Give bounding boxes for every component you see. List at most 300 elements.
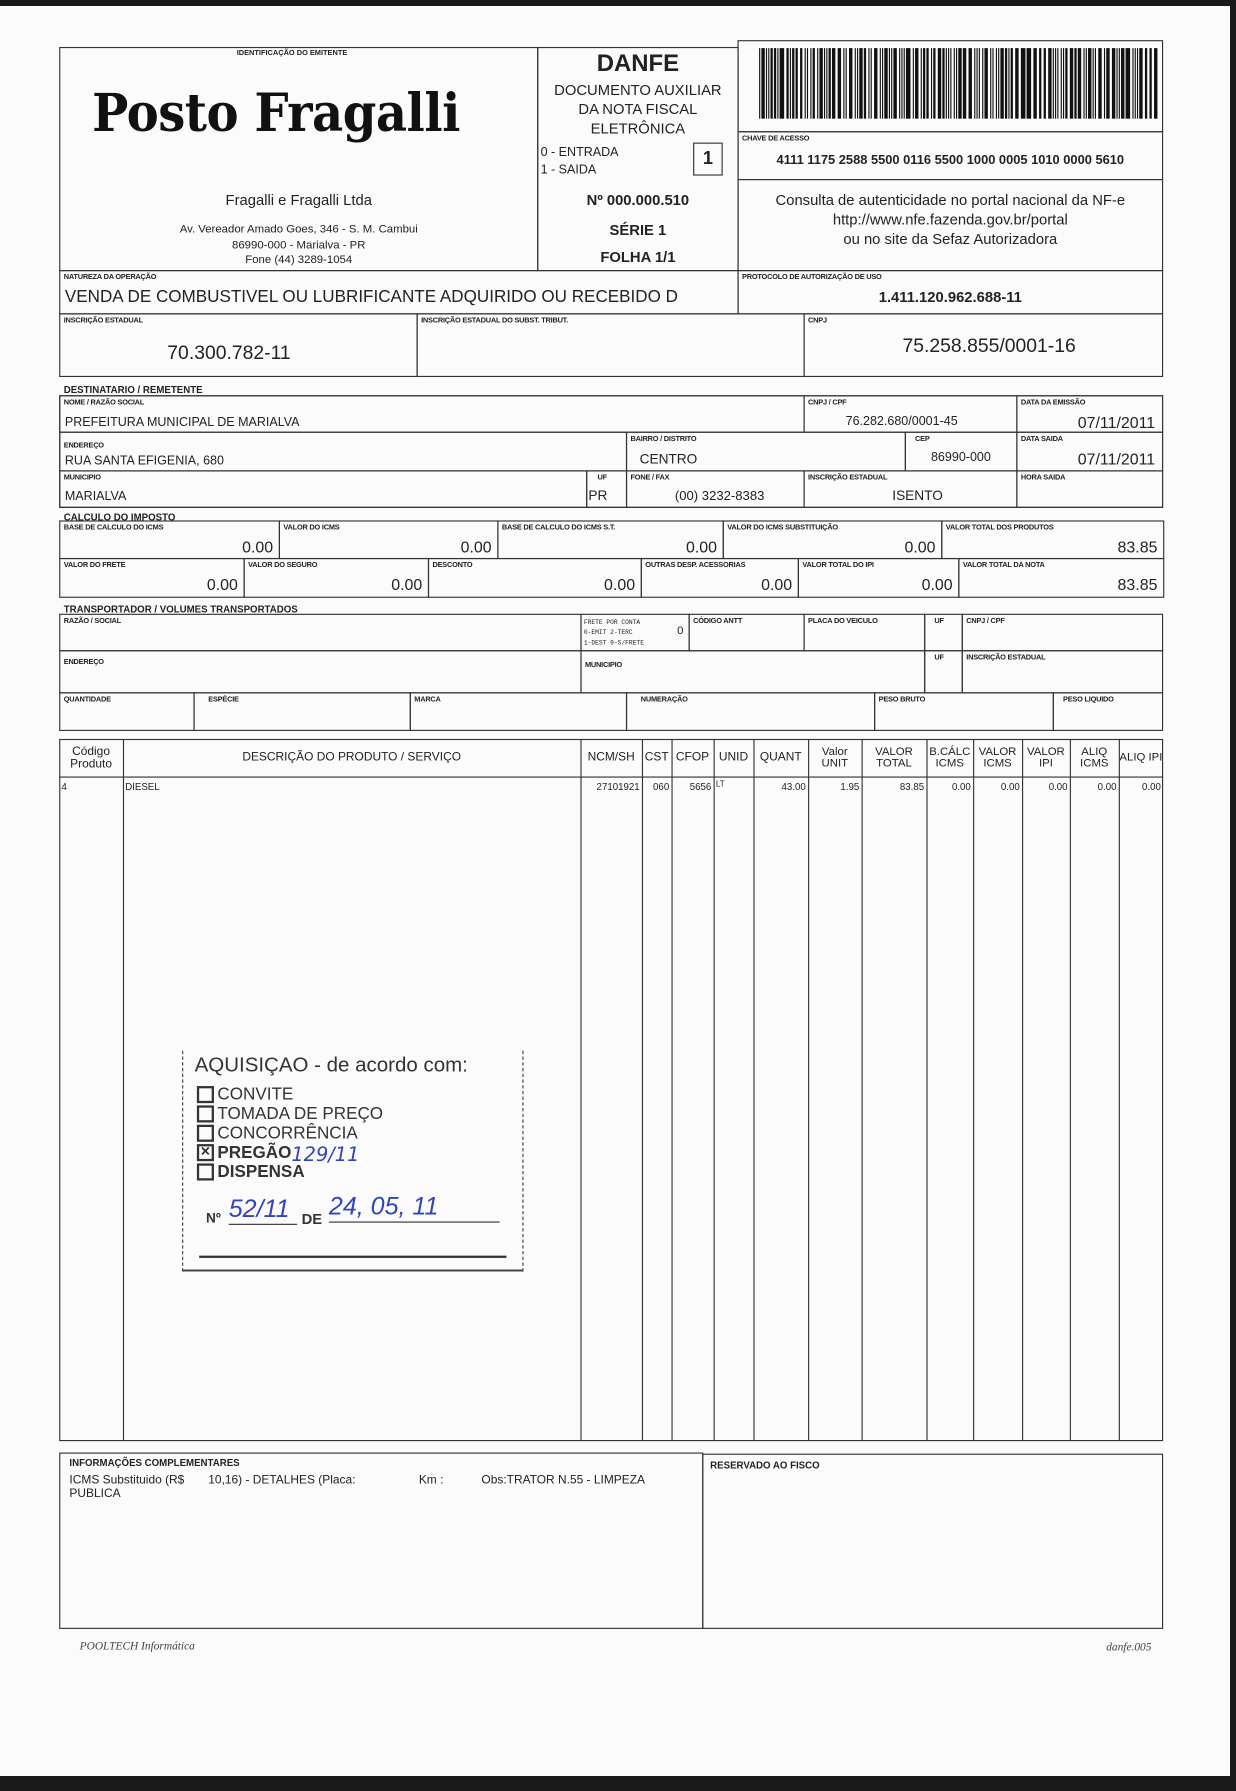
barcode-bar (868, 48, 869, 119)
transp-ie (962, 650, 1163, 693)
emitente-razao: Fragalli e Fragalli Ltda (225, 191, 372, 209)
barcode-bar (792, 48, 793, 119)
barcode-bar (1095, 48, 1096, 119)
barcode-bar (1137, 48, 1138, 119)
produtos-cell: 0.00 (951, 781, 971, 793)
stamp-title: AQUISIÇAO - de acordo com: (194, 1053, 468, 1076)
value: PREFEITURA MUNICIPAL DE MARIALVA (64, 415, 300, 430)
barcode-bar (826, 48, 827, 119)
produtos-cell: 0.00 (1142, 781, 1161, 793)
dest-bairro (626, 432, 906, 472)
barcode-bar (1121, 48, 1124, 119)
barcode-bar (800, 48, 803, 119)
barcode-bar (849, 48, 853, 119)
stamp-option-label: TOMADA DE PREÇO (217, 1104, 384, 1124)
barcode-bar (1126, 48, 1130, 119)
barcode-bar (1015, 48, 1019, 119)
dest-municipio (59, 470, 587, 508)
produtos-column-divider (926, 739, 927, 1440)
label: OUTRAS DESP. ACESSORIAS (645, 561, 746, 570)
natureza-label: NATUREZA DA OPERAÇÃO (63, 273, 157, 282)
label: VALOR DO FRETE (63, 561, 126, 570)
produtos-header-cell: VALOR IPI (1027, 745, 1065, 770)
imposto-section-title: CALCULO DO IMPOSTO (63, 511, 176, 523)
consulta-url[interactable]: http://www.nfe.fazenda.gov.br/portal (832, 210, 1068, 228)
dest-uf (586, 470, 627, 508)
produtos-column-divider (123, 739, 124, 1440)
ie-label: INSCRIÇÃO ESTADUAL (63, 316, 143, 325)
company-logo: Posto Fragalli (92, 82, 460, 144)
barcode-bar (768, 48, 769, 119)
transp-especie (193, 692, 410, 731)
value: ISENTO (892, 487, 943, 504)
produtos-cell: 4 (61, 781, 67, 793)
produtos-column-divider (1070, 739, 1071, 1440)
value: 0.00 (604, 575, 636, 594)
produtos-cell: 43.00 (781, 781, 806, 793)
barcode-bar (854, 48, 855, 119)
consulta-text: Consulta de autenticidade no portal nacional da NF-e (775, 191, 1126, 209)
barcode-bar (995, 48, 996, 119)
transp-peso-liquido (1053, 692, 1163, 731)
dest-saida (1016, 432, 1163, 472)
tipo-operacao-box: 1 (693, 143, 723, 176)
barcode-bar (982, 48, 983, 119)
barcode-bar (846, 48, 847, 119)
info-text: 10,16) - DETALHES (Placa: (208, 1473, 356, 1487)
cnpj-label: CNPJ (808, 316, 827, 325)
barcode-bar (1104, 48, 1105, 119)
label: PESO LIQUIDO (1062, 695, 1114, 704)
fisco-label: RESERVADO AO FISCO (710, 1459, 820, 1471)
barcode-bar (998, 48, 999, 119)
label: VALOR DO SEGURO (248, 561, 318, 570)
barcode-bar (837, 48, 841, 119)
label: BASE DE CALCULO DO ICMS (63, 523, 164, 532)
transp-frete (580, 614, 689, 652)
transp-peso-bruto (874, 692, 1054, 731)
produtos-cell: 5656 (689, 781, 712, 793)
data-handwritten: 24, 05, 11 (329, 1192, 500, 1223)
barcode-bar (1149, 48, 1152, 119)
produtos-cell: 27101921 (596, 781, 640, 793)
barcode-bar (885, 48, 888, 119)
nota-folha: FOLHA 1/1 (600, 248, 676, 266)
barcode-bar (923, 48, 924, 119)
checkbox-icon (197, 1163, 214, 1180)
barcode-bar (945, 48, 946, 119)
produtos-column-divider (1022, 739, 1023, 1440)
barcode-bar (879, 48, 880, 119)
value: 83.85 (1117, 575, 1158, 594)
produtos-cell: 0.00 (1097, 781, 1117, 793)
label: RAZÃO / SOCIAL (63, 617, 121, 626)
barcode-bar (762, 48, 765, 119)
danfe-subtitle: ELETRÔNICA (590, 119, 686, 137)
barcode-bar (979, 48, 980, 119)
imposto-field-row1 (941, 520, 1164, 559)
barcode-bar (933, 48, 936, 119)
label: VALOR TOTAL DO IPI (802, 561, 874, 570)
stamp-option (197, 1085, 293, 1104)
produtos-header-cell: Código Produto (70, 744, 112, 771)
stamp-option (197, 1104, 383, 1123)
checkbox-icon: ✕ (197, 1144, 214, 1161)
produtos-column-divider (642, 739, 643, 1440)
saida-label: 1 - SAIDA (540, 163, 597, 177)
value: 07/11/2011 (1077, 449, 1156, 469)
barcode-bar (915, 48, 919, 119)
barcode-bar (1075, 48, 1076, 119)
barcode-bar (968, 48, 972, 119)
value: PR (588, 487, 608, 504)
barcode-bar (759, 48, 760, 119)
barcode-bar (773, 48, 776, 119)
label: VALOR TOTAL DA NOTA (962, 561, 1045, 570)
checkbox-icon (197, 1125, 214, 1142)
barcode-bar (1052, 48, 1053, 119)
barcode-box (737, 40, 1163, 132)
danfe-subtitle: DOCUMENTO AUXILIAR (554, 81, 722, 99)
label: BASE DE CALCULO DO ICMS S.T. (501, 523, 616, 532)
ie-st-label: INSCRIÇÃO ESTADUAL DO SUBST. TRIBUT. (421, 316, 569, 325)
label: NOME / RAZÃO SOCIAL (63, 398, 145, 407)
barcode-bar (864, 48, 867, 119)
barcode-bar (938, 48, 941, 119)
barcode-bar (984, 48, 988, 119)
produtos-column-divider (714, 739, 715, 1440)
barcode-bar (904, 48, 905, 119)
label: VALOR TOTAL DOS PRODUTOS (945, 523, 1054, 532)
produtos-header-cell: UNID (718, 750, 749, 765)
barcode-bar (889, 48, 890, 119)
barcode-bar (874, 48, 878, 119)
dest-hora (1016, 470, 1163, 508)
aquisicao-stamp (182, 1051, 523, 1272)
value: 0.00 (242, 537, 274, 556)
barcode-bar (790, 48, 791, 119)
ie-box (59, 313, 418, 377)
barcode-bar (974, 48, 975, 119)
value: 0.00 (685, 537, 718, 556)
barcode-bar (1044, 48, 1047, 119)
imposto-field-row2 (958, 558, 1164, 598)
produtos-header-cell: NCM/SH (587, 750, 635, 765)
transp-placa (803, 614, 925, 652)
transp-uf2 (924, 650, 963, 693)
stamp-option-label: CONCORRÊNCIA (217, 1123, 358, 1143)
label: MUNICIPIO (584, 661, 622, 670)
value: 0.00 (904, 537, 936, 556)
label: PLACA DO VEICULO (808, 617, 878, 626)
barcode-bar (843, 48, 844, 119)
barcode-bar (1154, 48, 1158, 119)
barcode-bar (1089, 48, 1092, 119)
barcode-bar (1112, 48, 1115, 119)
label: UF (934, 617, 944, 626)
transp-section-title: TRANSPORTADOR / VOLUMES TRANSPORTADOS (63, 603, 298, 615)
imposto-field-row1 (723, 520, 943, 559)
danfe-subtitle: DA NOTA FISCAL (578, 100, 698, 118)
produtos-header-cell: CFOP (675, 750, 710, 765)
label: ESPÉCIE (208, 695, 239, 704)
produtos-cell: 0.00 (1000, 781, 1020, 793)
imposto-field-row2 (428, 558, 642, 598)
de-label: DE (301, 1210, 323, 1228)
imposto-field-row2 (641, 558, 799, 598)
barcode-bar (766, 48, 767, 119)
checkbox-icon (197, 1105, 214, 1122)
produtos-column-divider (753, 739, 754, 1440)
barcode-bar (1021, 48, 1025, 119)
barcode-bar (882, 48, 883, 119)
produtos-header-cell: VALOR ICMS (978, 745, 1017, 770)
barcode-bar (860, 48, 863, 119)
label: QUANTIDADE (63, 695, 111, 704)
barcode-bar (1116, 48, 1117, 119)
danfe-document (0, 6, 1230, 1776)
barcode-bar (1027, 48, 1031, 119)
barcode-icon (759, 48, 1146, 119)
label: UF (934, 653, 944, 662)
value: CENTRO (639, 450, 698, 467)
barcode-bar (943, 48, 944, 119)
barcode-bar (1140, 48, 1143, 119)
dest-cep (905, 432, 1018, 472)
label: DESCONTO (432, 561, 473, 570)
barcode-bar (871, 48, 872, 119)
barcode-bar (901, 48, 902, 119)
consulta-box (737, 179, 1163, 271)
transp-municipio (580, 650, 925, 693)
barcode-bar (1039, 48, 1042, 119)
imposto-field-row2 (244, 558, 430, 598)
emitente-endereco: Av. Vereador Amado Goes, 346 - S. M. Cambui (179, 223, 418, 236)
value: MARIALVA (64, 489, 127, 504)
produtos-header-divider (59, 776, 1163, 777)
barcode-bar (958, 48, 961, 119)
dest-section-title: DESTINATARIO / REMETENTE (63, 383, 203, 396)
produtos-header-cell: CST (644, 750, 669, 765)
info-text: Km : (418, 1473, 444, 1487)
label: BAIRRO / DISTRITO (630, 435, 697, 444)
reservado-fisco-box (702, 1454, 1163, 1629)
label: 0-EMIT 2-TERC (583, 628, 633, 637)
info-text: PUBLICA (69, 1486, 121, 1501)
barcode-bar (810, 48, 811, 119)
barcode-bar (931, 48, 932, 119)
entrada-label: 0 - ENTRADA (540, 145, 619, 160)
label: CÓDIGO ANTT (693, 617, 743, 626)
label: PESO BRUTO (878, 695, 926, 704)
transp-cnpj (962, 614, 1163, 652)
barcode-bar (963, 48, 966, 119)
barcode-bar (1086, 48, 1087, 119)
barcode-bar (1077, 48, 1081, 119)
value: 76.282.680/0001-45 (845, 414, 958, 429)
numero-handwritten: 52/11 (229, 1194, 297, 1225)
protocolo-label: PROTOCOLO DE AUTORIZAÇÃO DE USO (742, 273, 882, 282)
info-text: Obs:TRATOR N.55 - LIMPEZA (481, 1473, 646, 1487)
protocolo-value: 1.411.120.962.688-11 (878, 288, 1022, 306)
label: DATA SAIDA (1020, 435, 1063, 444)
label: CNPJ / CPF (808, 398, 847, 407)
danfe-title: DANFE (596, 50, 680, 77)
checkbox-icon (197, 1086, 214, 1103)
label: ENDEREÇO (63, 658, 104, 667)
barcode-bar (1005, 48, 1006, 119)
barcode-bar (817, 48, 818, 119)
imposto-field-row1 (497, 520, 723, 559)
produtos-header-cell: B.CÁLC ICMS (929, 745, 971, 770)
barcode-bar (1132, 48, 1133, 119)
barcode-bar (1083, 48, 1084, 119)
value: 07/11/2011 (1077, 413, 1156, 432)
stamp-option-label: DISPENSA (217, 1162, 305, 1182)
produtos-cell: 0.00 (1048, 781, 1068, 793)
barcode-bar (912, 48, 913, 119)
produtos-header-cell: DESCRIÇÃO DO PRODUTO / SERVIÇO (242, 750, 462, 765)
barcode-bar (951, 48, 952, 119)
barcode-bar (990, 48, 991, 119)
barcode-bar (824, 48, 825, 119)
produtos-cell: 1.95 (840, 781, 860, 793)
transp-endereco (59, 650, 581, 693)
barcode-bar (1048, 48, 1051, 119)
label: CEP (915, 435, 930, 444)
barcode-bar (899, 48, 900, 119)
danfe-box (537, 47, 738, 271)
barcode-bar (926, 48, 929, 119)
nota-numero: Nº 000.000.510 (586, 191, 690, 209)
barcode-bar (780, 48, 784, 119)
barcode-bar (956, 48, 957, 119)
transp-marca (410, 692, 627, 731)
barcode-bar (1055, 48, 1056, 119)
barcode-bar (906, 48, 910, 119)
produtos-cell: LT (715, 781, 725, 790)
produtos-column-divider (580, 739, 581, 1440)
label: ENDEREÇO (63, 441, 104, 450)
stamp-option-label: CONVITE (217, 1084, 294, 1105)
barcode-bar (812, 48, 815, 119)
transp-antt (689, 614, 805, 652)
nota-serie: SÉRIE 1 (609, 221, 667, 239)
stamp-option-label: PREGÃO (217, 1142, 292, 1163)
produtos-column-divider (1119, 739, 1120, 1440)
emitente-box (59, 47, 538, 271)
barcode-bar (1145, 48, 1148, 119)
footer-software: POOLTECH Informática (79, 1640, 195, 1653)
pregao-number-handwritten: 129/11 (291, 1144, 360, 1167)
emitente-fone: Fone (44) 3289-1054 (245, 254, 353, 267)
produtos-column-divider (808, 739, 809, 1440)
label: HORA SAIDA (1020, 473, 1066, 482)
ie-st-box (417, 313, 805, 377)
barcode-bar (771, 48, 772, 119)
info-label: INFORMAÇÕES COMPLEMENTARES (69, 1457, 240, 1469)
signature-line (199, 1256, 506, 1258)
chave-acesso: 4111 1175 2588 5500 0116 5500 1000 0005 1010 0000 5610 (776, 153, 1125, 168)
stamp-option (197, 1124, 358, 1143)
barcode-bar (921, 48, 922, 119)
info-text: ICMS Substituido (R$ (69, 1473, 185, 1487)
produtos-header-cell: VALOR TOTAL (875, 745, 913, 770)
label: VALOR DO ICMS SUBSTITUIÇÃO (727, 523, 838, 532)
barcode-bar (807, 48, 808, 119)
produtos-cell: 060 (653, 781, 670, 793)
label: 1-DEST 9-S/FRETE (583, 638, 644, 647)
imposto-field-row2 (59, 558, 245, 598)
barcode-bar (891, 48, 892, 119)
produtos-header-cell: ALIQ ICMS (1080, 745, 1109, 770)
dest-endereco (59, 432, 627, 472)
barcode-bar (976, 48, 977, 119)
barcode-bar (1093, 48, 1094, 119)
barcode-bar (777, 48, 778, 119)
label: DATA DA EMISSÃO (1020, 398, 1086, 407)
protocolo-box (737, 270, 1163, 314)
barcode-bar (1010, 48, 1013, 119)
value: 0.00 (761, 575, 793, 594)
chave-label: CHAVE DE ACESSO (742, 134, 810, 143)
dest-cnpj (803, 395, 1017, 433)
barcode-bar (1001, 48, 1004, 119)
barcode-bar (1033, 48, 1037, 119)
transp-uf (924, 614, 963, 652)
barcode-bar (786, 48, 789, 119)
value: 86990-000 (930, 450, 991, 465)
label: MARCA (414, 695, 441, 704)
label: VALOR DO ICMS (283, 523, 340, 532)
produtos-header-cell: QUANT (759, 750, 802, 765)
numero-label: Nº (205, 1210, 221, 1227)
barcode-bar (1058, 48, 1059, 119)
cnpj-value: 75.258.855/0001-16 (902, 334, 1076, 357)
natureza-value: VENDA DE COMBUSTIVEL OU LUBRIFICANTE ADQUIRIDO OU RECEBIDO D (64, 287, 678, 307)
value: 83.85 (1117, 537, 1158, 556)
barcode-bar (1008, 48, 1009, 119)
barcode-bar (1063, 48, 1064, 119)
barcode-bar (832, 48, 836, 119)
produtos-cell: DIESEL (125, 781, 160, 793)
emitente-cidade: 86990-000 - Marialva - PR (232, 239, 366, 252)
barcode-bar (1060, 48, 1061, 119)
value: 0.00 (460, 537, 492, 556)
chave-box (737, 131, 1163, 180)
footer-form-code: danfe.005 (1106, 1641, 1152, 1654)
dest-emissao (1016, 395, 1163, 433)
barcode-bar (857, 48, 858, 119)
barcode-bar (795, 48, 798, 119)
imposto-field-row1 (279, 520, 499, 559)
produtos-column-divider (862, 739, 863, 1440)
barcode-bar (829, 48, 830, 119)
barcode-bar (1070, 48, 1073, 119)
label: UF (597, 473, 607, 482)
cnpj-box (803, 313, 1163, 377)
label: MUNICIPIO (63, 473, 101, 482)
label: NUMERAÇÃO (640, 695, 688, 704)
value: 0.00 (206, 575, 238, 594)
transp-numeracao (626, 692, 875, 731)
produtos-header-cell: ALIQ IPI (1119, 751, 1163, 764)
label: CNPJ / CPF (966, 617, 1005, 626)
label: FONE / FAX (630, 473, 670, 482)
barcode-bar (1065, 48, 1068, 119)
stamp-option (197, 1143, 291, 1162)
produtos-cell: 83.85 (899, 781, 925, 793)
